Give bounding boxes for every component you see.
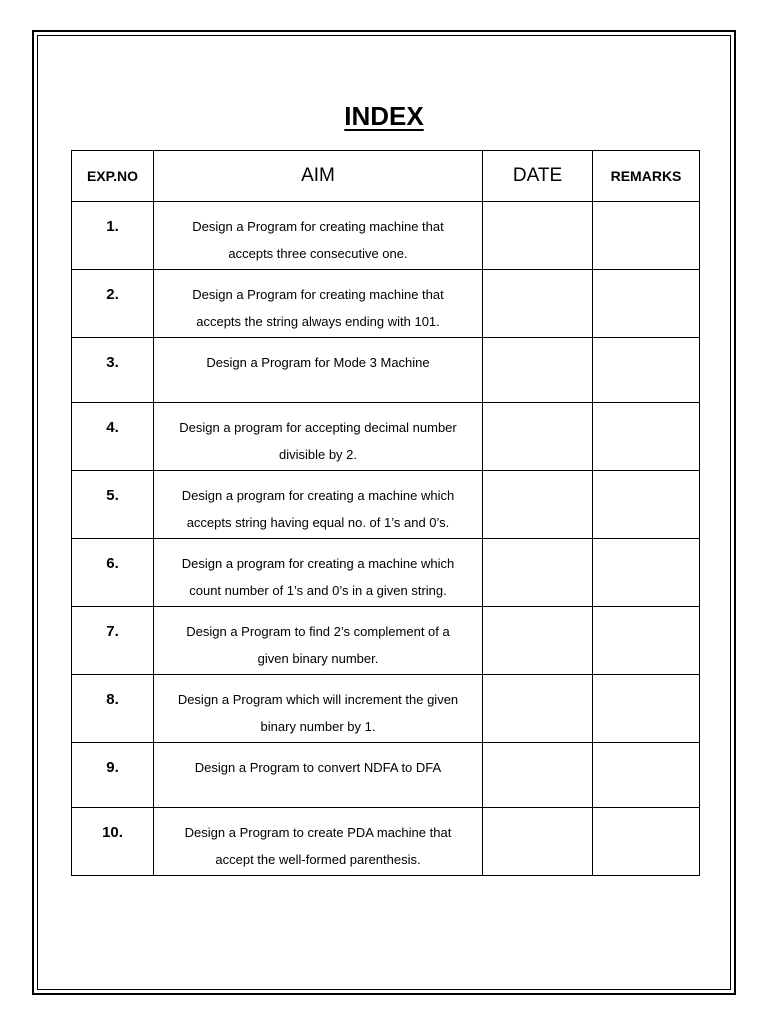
remarks-cell: [593, 338, 700, 403]
exp-no-cell: 1.: [72, 202, 154, 270]
remarks-cell: [593, 675, 700, 743]
exp-no-cell: 7.: [72, 607, 154, 675]
aim-line: Design a Program for Mode 3 Machine: [206, 355, 430, 370]
exp-no-cell: 5.: [72, 471, 154, 539]
aim-line: Design a Program for creating machine that: [192, 219, 444, 234]
table-row: [72, 471, 700, 539]
aim-cell: [154, 675, 483, 743]
table-header-row: [72, 151, 700, 202]
date-cell: [483, 338, 593, 403]
date-cell: [483, 270, 593, 338]
aim-cell: [154, 539, 483, 607]
date-cell: [483, 808, 593, 876]
aim-line: Design a program for accepting decimal number: [179, 420, 457, 435]
table-row: [72, 202, 700, 270]
aim-line: Design a Program for creating machine that: [192, 287, 444, 302]
exp-no-cell: 9.: [72, 743, 154, 808]
date-cell: [483, 743, 593, 808]
aim-cell: [154, 202, 483, 270]
aim-line: Design a Program to find 2’s complement of a: [186, 624, 450, 639]
aim-line: accepts three consecutive one.: [228, 246, 408, 261]
table-row: [72, 270, 700, 338]
table-row: [72, 743, 700, 808]
remarks-cell: [593, 471, 700, 539]
index-table: [71, 150, 700, 876]
aim-line: accepts the string always ending with 101.: [196, 314, 440, 329]
aim-line: Design a Program to convert NDFA to DFA: [194, 760, 442, 775]
aim-cell: [154, 471, 483, 539]
remarks-cell: [593, 808, 700, 876]
remarks-cell: [593, 403, 700, 471]
aim-cell: [154, 338, 483, 403]
exp-no-cell: 2.: [72, 270, 154, 338]
exp-no-cell: 10.: [72, 808, 154, 876]
table-row: [72, 403, 700, 471]
aim-line: Design a Program to create PDA machine that: [184, 825, 452, 840]
remarks-cell: [593, 539, 700, 607]
header-remarks: REMARKS: [593, 151, 700, 202]
remarks-cell: [593, 743, 700, 808]
header-aim: AIM: [154, 151, 483, 202]
remarks-cell: [593, 202, 700, 270]
aim-cell: [154, 607, 483, 675]
aim-cell: [154, 743, 483, 808]
exp-no-cell: 4.: [72, 403, 154, 471]
exp-no-cell: 3.: [72, 338, 154, 403]
header-exp-no: EXP.NO: [72, 151, 154, 202]
aim-line: Design a Program which will increment the given: [177, 692, 459, 707]
aim-line: accepts string having equal no. of 1’s and 0’s.: [186, 515, 450, 530]
aim-line: count number of 1’s and 0’s in a given string.: [189, 583, 447, 598]
aim-cell: [154, 403, 483, 471]
page-title: INDEX: [344, 101, 424, 131]
table-row: [72, 607, 700, 675]
header-date: DATE: [483, 151, 593, 202]
date-cell: [483, 471, 593, 539]
date-cell: [483, 607, 593, 675]
table-row: [72, 808, 700, 876]
aim-line: given binary number.: [257, 651, 379, 666]
aim-line: Design a program for creating a machine which: [181, 488, 455, 503]
table-row: [72, 539, 700, 607]
date-cell: [483, 675, 593, 743]
date-cell: [483, 202, 593, 270]
aim-cell: [154, 270, 483, 338]
date-cell: [483, 539, 593, 607]
exp-no-cell: 6.: [72, 539, 154, 607]
remarks-cell: [593, 607, 700, 675]
aim-line: divisible by 2.: [278, 447, 358, 462]
remarks-cell: [593, 270, 700, 338]
date-cell: [483, 403, 593, 471]
table-row: [72, 338, 700, 403]
exp-no-cell: 8.: [72, 675, 154, 743]
table-row: [72, 675, 700, 743]
aim-line: Design a program for creating a machine which: [181, 556, 455, 571]
aim-line: accept the well-formed parenthesis.: [215, 852, 421, 867]
aim-line: binary number by 1.: [260, 719, 376, 734]
aim-cell: [154, 808, 483, 876]
